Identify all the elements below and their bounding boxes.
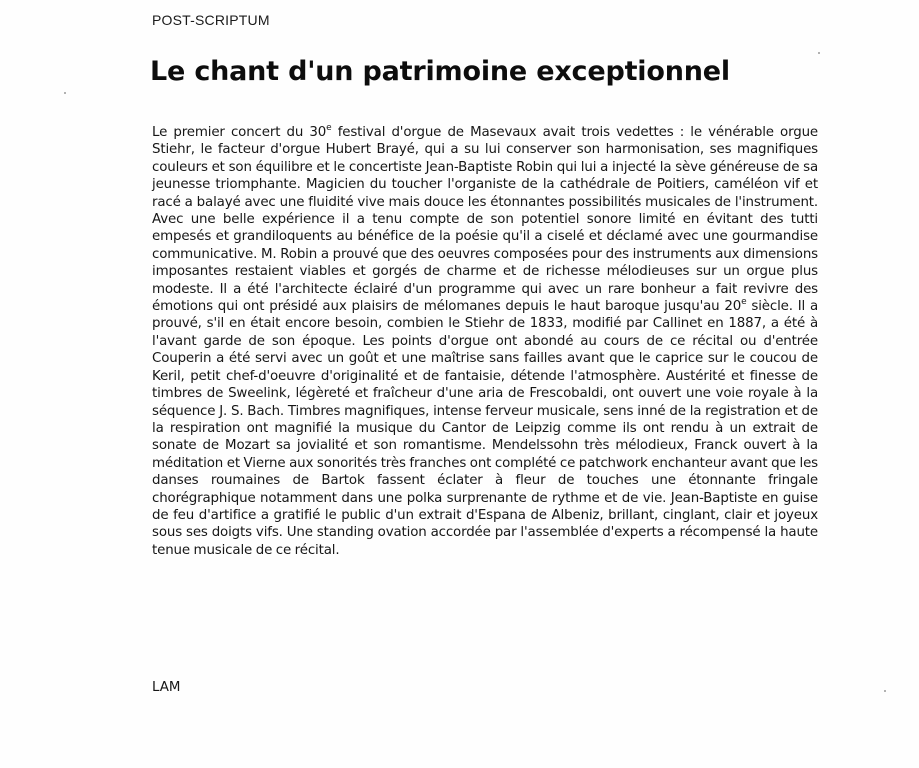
ordinal-suffix: e (326, 123, 332, 133)
article-text-part-1: Le premier concert du 30 (152, 125, 327, 140)
article-headline: Le chant d'un patrimoine exceptionnel (150, 56, 730, 87)
scan-speck (64, 92, 66, 94)
section-rubric: POST-SCRIPTUM (152, 12, 270, 28)
ordinal-suffix: e (741, 297, 747, 308)
article-text-part-3: siècle. Il a prouvé, s'il en était encore besoin, combien le Stiehr de 1833, modifié par Callinet en 1887, a été à l'avant garde de son époque. Les points d'orgue ont abondé au cours de ce récital ou d'entrée Couperin a été servi avec un goût et une maîtrise sans failles avant que le caprice sur le coucou de Keril, petit chef-d'oeuvre d'originalité et de fantaisie, détende l'atmosphère. Austérité et finesse de timbres de Sweelink, légèreté et fraîcheur d'une aria de Frescobaldi, ont ouvert une voie royale à la séquence J. S. Bach. Timbres magnifiques, intense ferveur musicale, sens inné de la registration et de la respiration ont magnifié la musique du Cantor de Leipzig comme ils ont rendu à un extrait de sonate de Mozart sa jovialité et son romantisme. Mendelssohn très mélodieux, Franck ouvert à la méditation et Vierne aux sonorités très franches ont complété ce patchwork enchanteur avant que les danses roumaines de Bartok fassent éclater à fleur de touches une étonnante fringale chorégraphique notamment dans une polka surprenante de rythme et de vie. Jean-Baptiste en guise de feu d'artifice a gratifié le public d'un extrait d'Espana de Albeniz, brillant, cinglant, clair et joyeux sous ses doigts vifs. Une standing ovation accordée par l'assemblée d'experts a récompensé la haute tenue musicale de ce récital. (152, 299, 818, 558)
scan-speck (884, 690, 886, 692)
article-body (152, 124, 818, 559)
author-signature: LAM (152, 680, 181, 695)
article-text-part-2: festival d'orgue de Masevaux avait trois vedettes : le vénérable orgue Stiehr, le facteur d'orgue Hubert Brayé, qui a su lui conserver son harmonisation, ses magnifiques couleurs et son équilibre et le concertiste Jean-Baptiste Robin qui lui a injecté la sève généreuse de sa jeunesse triomphante. Magicien du toucher l'organiste de la cathédrale de Poitiers, caméléon vif et racé a balayé avec une fluidité vive mais douce les étonnantes possibilités musicales de l'instrument. Avec une belle expérience il a tenu compte de son potentiel sonore limité en évitant des tutti empesés et grandiloquents au bénéfice de la poésie qu'il a ciselé et déclamé avec une gourmandise communicative. M. Robin a prouvé que des oeuvres composées pour des instruments aux dimensions imposantes restaient viables et gorgés de charme et de richesse mélodieuses sur un orgue plus modeste. Il a été l'architecte éclairé d'un programme qui avec un rare bonheur a fait revivre des émotions qui ont présidé aux plaisirs de mélomanes depuis le haut baroque jusqu'au 20 (152, 125, 818, 315)
scan-speck (818, 52, 820, 54)
